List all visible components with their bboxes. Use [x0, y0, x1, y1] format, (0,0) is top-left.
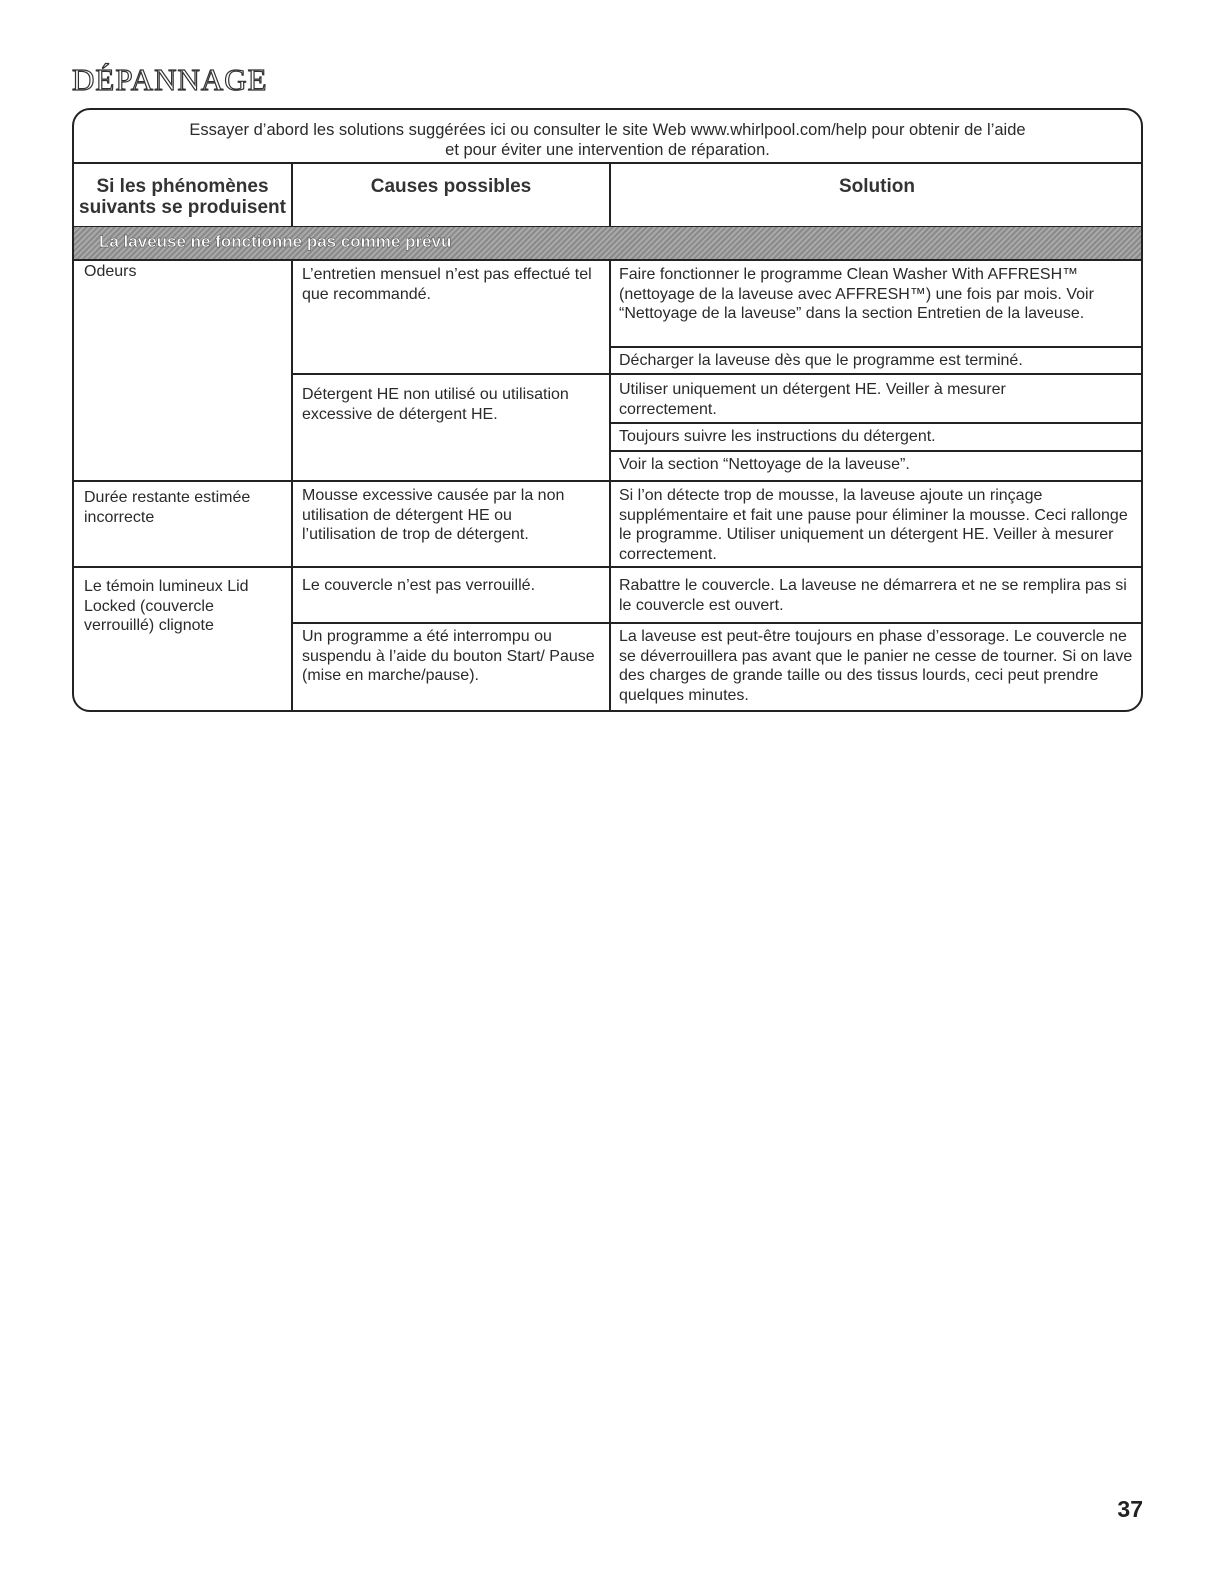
column-header-symptom — [74, 176, 291, 218]
symptom-cell: Le témoin lumineux Lid Locked (couvercle verrouillé) clignote — [84, 578, 249, 634]
divider — [611, 422, 1143, 424]
solution-cell: Rabattre le couvercle. La laveuse ne démarrera et ne se remplira pas si le couvercle est ouvert. — [619, 577, 1127, 614]
divider — [74, 480, 1141, 482]
divider — [74, 566, 1141, 568]
column-header-solution: Solution — [839, 176, 915, 197]
divider — [74, 162, 1141, 164]
divider — [609, 259, 611, 712]
solution-cell: Toujours suivre les instructions du détergent. — [619, 428, 936, 445]
troubleshooting-table — [72, 108, 1143, 712]
divider — [611, 346, 1143, 348]
section-title: La laveuse ne fonctionne pas comme prévu — [99, 232, 452, 251]
cause-cell: Un programme a été interrompu ou suspendu à l’aide du bouton Start/ Pause (mise en marche/pause). — [302, 628, 595, 684]
solution-cell: Voir la section “Nettoyage de la laveuse”. — [619, 456, 910, 473]
page-title: DÉPANNAGE — [72, 62, 268, 97]
divider — [74, 259, 1141, 261]
column-header-symptom-line-1: Si les phénomènes — [96, 176, 269, 197]
intro-text — [74, 120, 1141, 160]
page-number: 37 — [1117, 1496, 1143, 1522]
divider — [293, 373, 1143, 375]
cause-cell: Détergent HE non utilisé ou utilisation excessive de détergent HE. — [302, 386, 569, 423]
section-bar — [74, 227, 1141, 259]
cause-cell: L’entretien mensuel n’est pas effectué tel que recommandé. — [302, 266, 592, 303]
divider — [291, 259, 293, 712]
solution-cell: Si l’on détecte trop de mousse, la laveuse ajoute un rinçage supplémentaire et fait une pause pour éliminer la mousse. Ceci rallonge le programme. Utiliser uniquement un détergent HE. Veiller à mesurer correctement. — [619, 487, 1128, 563]
column-header-symptom-line-2: suivants se produisent — [79, 197, 286, 218]
cause-cell: Le couvercle n’est pas verrouillé. — [302, 577, 536, 594]
cause-cell: Mousse excessive causée par la non utilisation de détergent HE ou l’utilisation de trop de détergent. — [302, 487, 565, 543]
symptom-cell: Durée restante estimée incorrecte — [84, 489, 251, 526]
divider — [611, 450, 1143, 452]
symptom-cell: Odeurs — [84, 263, 137, 280]
divider — [293, 622, 1143, 624]
solution-cell: Faire fonctionner le programme Clean Washer With AFFRESH™ (nettoyage de la laveuse avec AFFRESH™) une fois par mois. Voir “Nettoyage de la laveuse” dans la section Entretien de la laveuse. — [619, 266, 1094, 322]
intro-line-2: et pour éviter une intervention de réparation. — [445, 141, 770, 159]
solution-cell: Décharger la laveuse dès que le programme est terminé. — [619, 352, 1023, 369]
solution-cell: Utiliser uniquement un détergent HE. Veiller à mesurer correctement. — [619, 381, 1006, 418]
solution-cell: La laveuse est peut-être toujours en phase d’essorage. Le couvercle ne se déverrouillera pas avant que le panier ne cesse de tourner. Si on lave des charges de grande taille ou des tissus lourds, ceci peut prendre quelques minutes. — [619, 628, 1133, 704]
column-header-cause: Causes possibles — [370, 176, 532, 197]
intro-line-1: Essayer d’abord les solutions suggérées ici ou consulter le site Web www.whirlpool.com/help pour obtenir de l’aide — [189, 121, 1026, 139]
